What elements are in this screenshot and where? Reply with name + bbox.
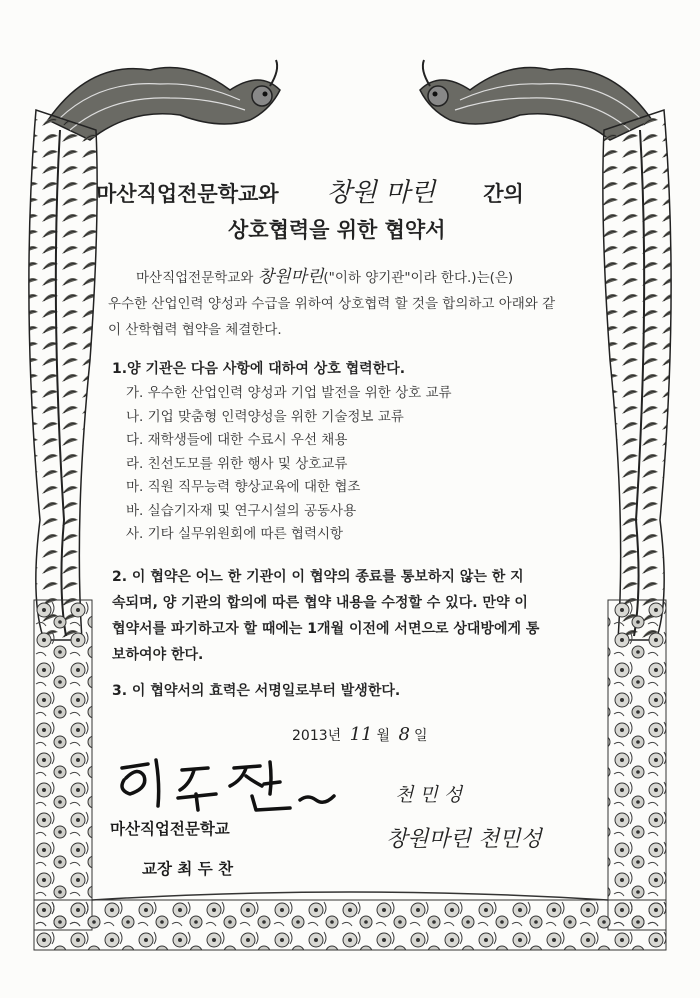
title-suffix: 간의 [483, 182, 524, 206]
date-year: 2013년 [292, 728, 342, 744]
section-1-heading: 1.양 기관은 다음 사항에 대하여 상호 협력한다. [112, 361, 406, 377]
list-item: 라. 친선도모를 위한 행사 및 상호교류 [126, 455, 348, 472]
list-item: 바. 실습기자재 및 연구시설의 공동사용 [126, 502, 357, 519]
intro-handwritten-partner: 창원마린 [257, 267, 324, 287]
list-item: 다. 재학생들에 대한 수료시 우선 채용 [126, 432, 348, 448]
section-2-line: 2. 이 협약은 어느 한 기관이 이 협약의 종료를 통보하지 않는 한 지 [112, 569, 524, 585]
section-1-list [126, 382, 546, 547]
date-month-label: 월 [376, 728, 391, 744]
right-signature-name: 천 민 성 [395, 784, 463, 806]
title-school: 마산직업전문학교와 [96, 182, 279, 206]
section-2 [112, 564, 602, 668]
left-principal-name: 교장 최 두 찬 [142, 860, 234, 878]
section-2-line: 보하여야 한다. [112, 647, 204, 663]
intro-paragraph [108, 264, 598, 343]
title-handwritten-partner: 창원 마린 [326, 178, 436, 208]
title-line-2: 상호협력을 위한 협약서 [228, 218, 446, 242]
left-school-name: 마산직업전문학교 [110, 820, 230, 838]
section-2-line: 속되며, 양 기관의 합의에 따른 협약 내용을 수정할 수 있다. 만약 이 [112, 595, 528, 611]
intro-rest: ("이하 양기관"이라 한다.)는(은) [323, 270, 514, 286]
date-month: 11 [349, 724, 373, 745]
intro-line-2: 우수한 산업인력 양성과 수급을 위하여 상호협력 할 것을 합의하고 아래와 같 [108, 296, 556, 312]
list-item: 나. 기업 맞춤형 인력양성을 위한 기술정보 교류 [126, 408, 404, 425]
title-line-1 [96, 172, 616, 209]
intro-school: 마산직업전문학교와 [136, 270, 254, 286]
list-item: 사. 기타 실무위원회에 따른 협력시항 [126, 526, 344, 542]
section-2-line: 협약서를 파기하고자 할 때에는 1개월 이전에 서면으로 상대방에게 통 [112, 621, 540, 637]
right-company-signature: 창원마린 천민성 [386, 827, 542, 852]
signing-date [292, 724, 427, 745]
list-item: 마. 직원 직무능력 향상교육에 대한 협조 [126, 479, 361, 495]
date-day: 8 [398, 724, 410, 745]
section-3: 3. 이 협약서의 효력은 서명일로부터 발생한다. [112, 683, 401, 699]
left-signature [104, 754, 344, 814]
intro-line-3: 이 산학협력 협약을 체결한다. [108, 322, 282, 338]
date-day-label: 일 [413, 728, 428, 744]
intro-line-1 [108, 264, 598, 291]
list-item: 가. 우수한 산업인력 양성과 기업 발전을 위한 상호 교류 [126, 385, 452, 401]
